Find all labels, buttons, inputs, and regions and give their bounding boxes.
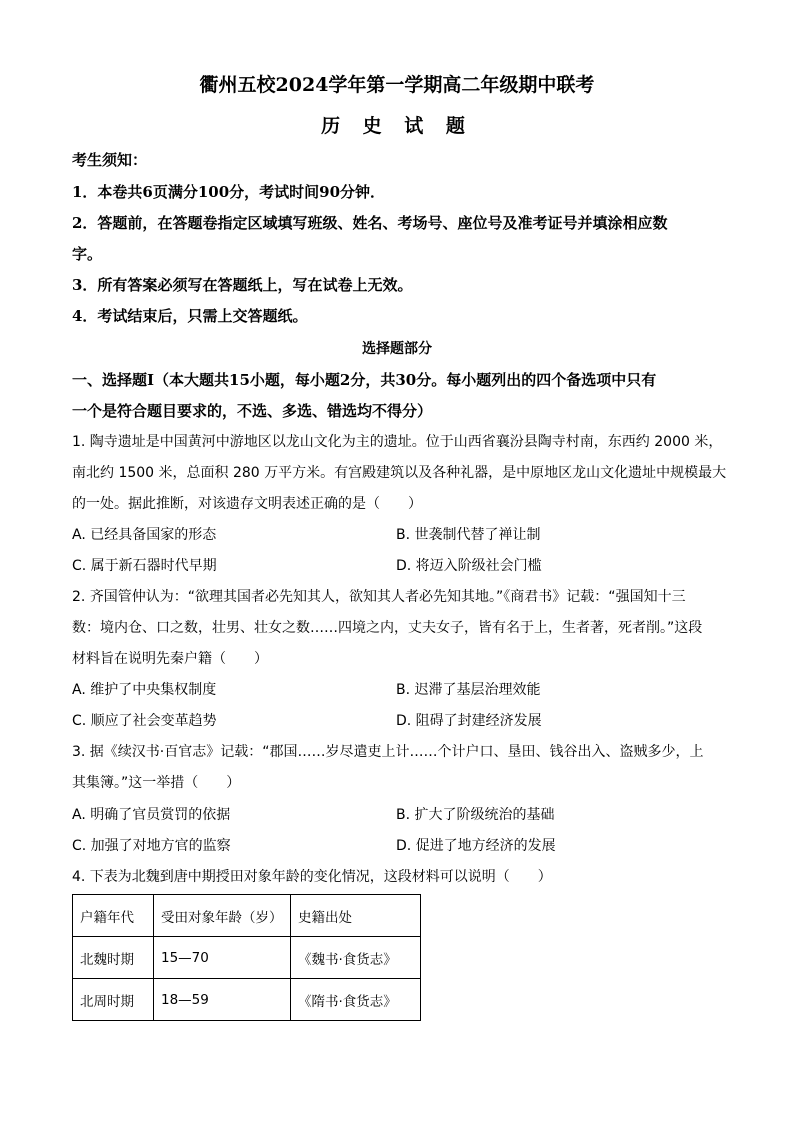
question-1-text: 的一处。据此推断，对该遗存文明表述正确的是（ ） (72, 496, 422, 512)
exam-title: 衢州五校2024学年第一学期高二年级期中联考 (199, 74, 595, 96)
question-1-option-a[interactable]: A. 已经具备国家的形态 (72, 527, 217, 543)
notice-item: 4．考试结束后，只需上交答题纸。 (72, 307, 308, 325)
question-2-text: 2. 齐国管仲认为：“欲理其国者必先知其人，欲知其人者必先知其地。”《商君书》记载：“强国知十三 (72, 589, 686, 605)
question-3-option-d[interactable]: D. 促进了地方经济的发展 (396, 838, 556, 854)
subject-title: 历 史 试 题 (321, 115, 473, 137)
question-1-option-d[interactable]: D. 将迈入阶级社会门槛 (396, 558, 542, 574)
table-cell: 北周时期 (73, 979, 154, 1021)
table-cell: 北魏时期 (73, 937, 154, 979)
question-3-option-a[interactable]: A. 明确了官员赏罚的依据 (72, 807, 231, 823)
section-intro: 一个是符合题目要求的，不选、多选、错选均不得分） (72, 402, 433, 420)
question-2-option-d[interactable]: D. 阻碍了封建经济发展 (396, 713, 542, 729)
question-2-option-c[interactable]: C. 顺应了社会变革趋势 (72, 713, 217, 729)
question-2-text: 数：境内仓、口之数，壮男、壮女之数……四境之内，丈夫女子，皆有名于上，生者著，死者削。”这段 (72, 620, 703, 636)
table-cell: 18—59 (154, 979, 291, 1021)
section-intro: 一、选择题Ⅰ（本大题共15小题，每小题2分，共30分。每小题列出的四个备选项中只有 (72, 371, 657, 389)
table-header-cell: 受田对象年龄（岁） (154, 895, 291, 937)
question-1-option-c[interactable]: C. 属于新石器时代早期 (72, 558, 217, 574)
question-2-text: 材料旨在说明先秦户籍（ ） (72, 651, 268, 667)
question-3-text: 3. 据《续汉书·百官志》记载：“郡国……岁尽遣吏上计……个计户口、垦田、钱谷出入、盗贼多少，上 (72, 744, 704, 760)
question-1-text: 南北约 1500 米，总面积 280 万平方米。有宫殿建筑以及各种礼器，是中原地区龙山文化遗址中规模最大 (72, 465, 727, 481)
question-2-option-b[interactable]: B. 迟滞了基层治理效能 (396, 682, 541, 698)
question-3-text: 其集簿。”这一举措（ ） (72, 775, 241, 791)
table-header-cell: 史籍出处 (291, 895, 421, 937)
table-cell: 15—70 (154, 937, 291, 979)
question-1-option-b[interactable]: B. 世袭制代替了禅让制 (396, 527, 541, 543)
notice-item: 字。 (72, 245, 103, 263)
question-2-option-a[interactable]: A. 维护了中央集权制度 (72, 682, 217, 698)
table-row (73, 979, 421, 1021)
question-1-text: 1. 陶寺遗址是中国黄河中游地区以龙山文化为主的遗址。位于山西省襄汾县陶寺村南，东西约 2000 米， (72, 434, 723, 450)
notice-heading: 考生须知： (72, 151, 148, 169)
notice-item: 3．所有答案必须写在答题纸上，写在试卷上无效。 (72, 276, 413, 294)
notice-item: 2．答题前，在答题卷指定区域填写班级、姓名、考场号、座位号及准考证号并填涂相应数 (72, 214, 668, 232)
table-row (73, 937, 421, 979)
table-cell: 《隋书·食货志》 (291, 979, 421, 1021)
age-table (72, 894, 421, 1021)
question-3-option-c[interactable]: C. 加强了对地方官的监察 (72, 838, 231, 854)
table-cell: 《魏书·食货志》 (291, 937, 421, 979)
section-heading: 选择题部分 (362, 341, 432, 357)
question-4-text: 4. 下表为北魏到唐中期授田对象年龄的变化情况，这段材料可以说明（ ） (72, 869, 552, 885)
question-3-option-b[interactable]: B. 扩大了阶级统治的基础 (396, 807, 555, 823)
notice-item: 1．本卷共6页满分100分，考试时间90分钟． (72, 183, 386, 201)
table-header-cell: 户籍年代 (73, 895, 154, 937)
table-header-row (73, 895, 421, 937)
